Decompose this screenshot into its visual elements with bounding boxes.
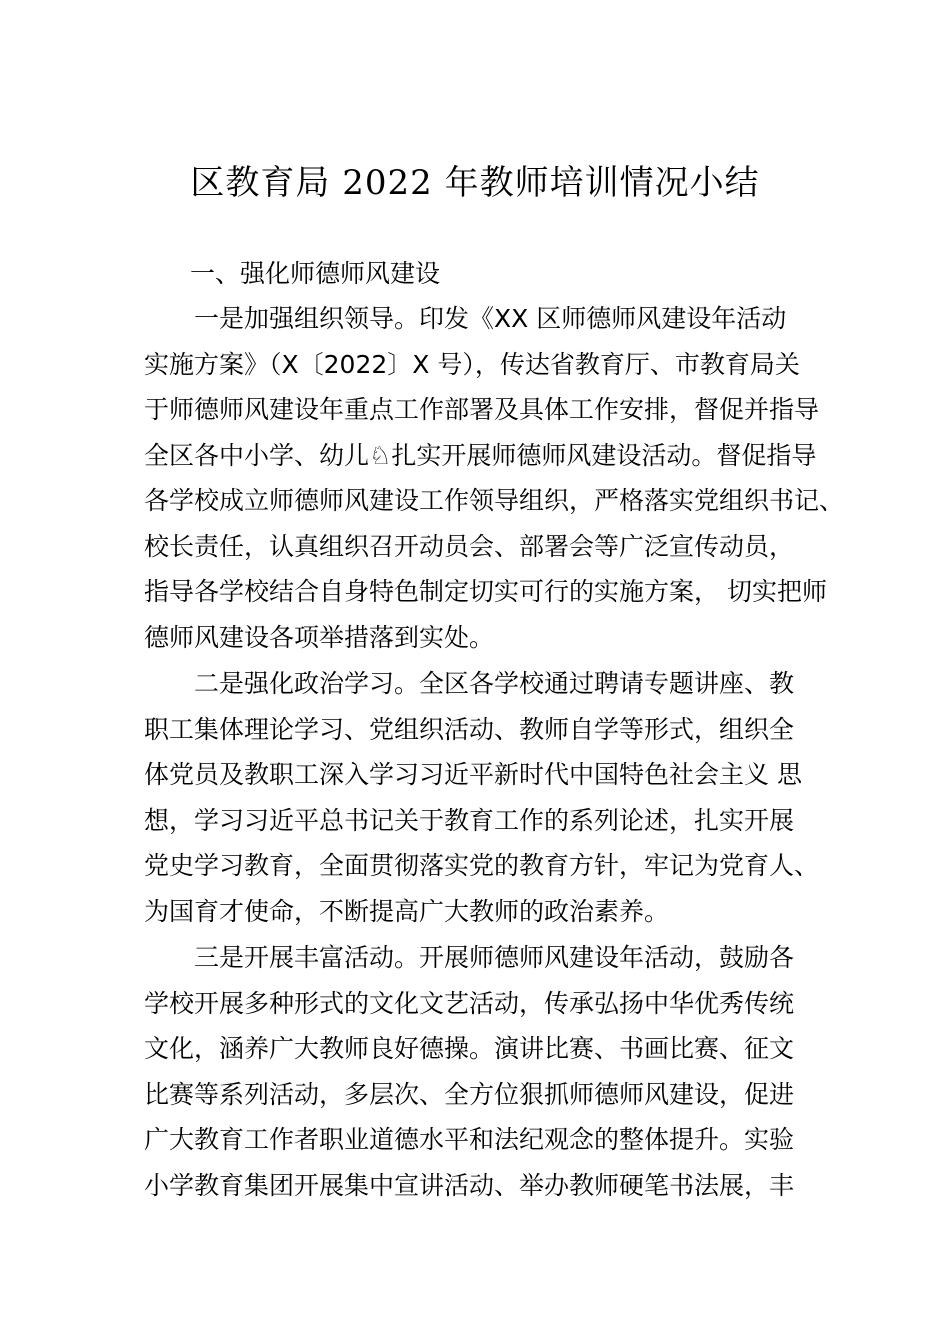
paragraph-line: 学校开展多种形式的文化文艺活动，传承弘扬中华优秀传统: [144, 988, 795, 1018]
paragraph-line: 为国育才使命，不断提高广大教师的政治素养。: [144, 896, 670, 926]
paragraph-line: 校长责任，认真组织召开动员会、部署会等广泛宣传动员，: [144, 531, 795, 561]
paragraph-line: 全区各中小学、幼儿♘扎实开展师德师风建设活动。督促指导: [144, 440, 817, 470]
paragraph-line: 一是加强组织领导。印发《XX 区师德师风建设年活动: [194, 304, 787, 333]
paragraph-line: 体党员及教职工深入学习习近平新时代中国特色社会主义 思: [144, 760, 802, 789]
paragraph-line: 德师风建设各项举措落到实处。: [144, 622, 495, 652]
paragraph-line: 指导各学校结合自身特色制定切实可行的实施方案， 切实把师: [144, 577, 827, 606]
paragraph-rich-activities: [144, 935, 824, 1208]
paragraph-line: 实施方案》（X〔2022〕X 号），传达省教育厅、市教育局关: [144, 349, 800, 379]
paragraph-line: 小学教育集团开展集中宣讲活动、举办教师硬笔书法展，丰: [144, 1170, 795, 1200]
paragraph-line: 比赛等系列活动，多层次、全方位狠抓师德师风建设，促进: [144, 1079, 795, 1109]
paragraph-line: 想，学习习近平总书记关于教育工作的系列论述，扎实开展: [144, 805, 795, 835]
document-title: 区教育局 2022 年教师培训情况小结: [190, 163, 760, 203]
paragraph-line: 二是强化政治学习。全区各学校通过聘请专题讲座、教: [194, 669, 795, 698]
paragraph-line: 三是开展丰富活动。开展师德师风建设年活动，鼓励各: [194, 943, 795, 972]
paragraph-organization-leadership: [144, 296, 845, 660]
paragraph-line: 各学校成立师德师风建设工作领导组织，严格落实党组织书记、: [144, 486, 845, 515]
paragraph-line: 于师德师风建设年重点工作部署及具体工作安排，督促并指导: [144, 395, 820, 424]
section-heading: 一、强化师德师风建设: [190, 259, 441, 288]
paragraph-political-study: [144, 661, 824, 934]
paragraph-line: 文化，涵养广大教师良好德操。演讲比赛、书画比赛、征文: [144, 1034, 795, 1063]
paragraph-line: 广大教育工作者职业道德水平和法纪观念的整体提升。实验: [144, 1125, 795, 1154]
paragraph-line: 职工集体理论学习、党组织活动、教师自学等形式，组织全: [144, 714, 795, 744]
paragraph-line: 党史学习教育，全面贯彻落实党的教育方针，牢记为党育人、: [144, 851, 820, 880]
